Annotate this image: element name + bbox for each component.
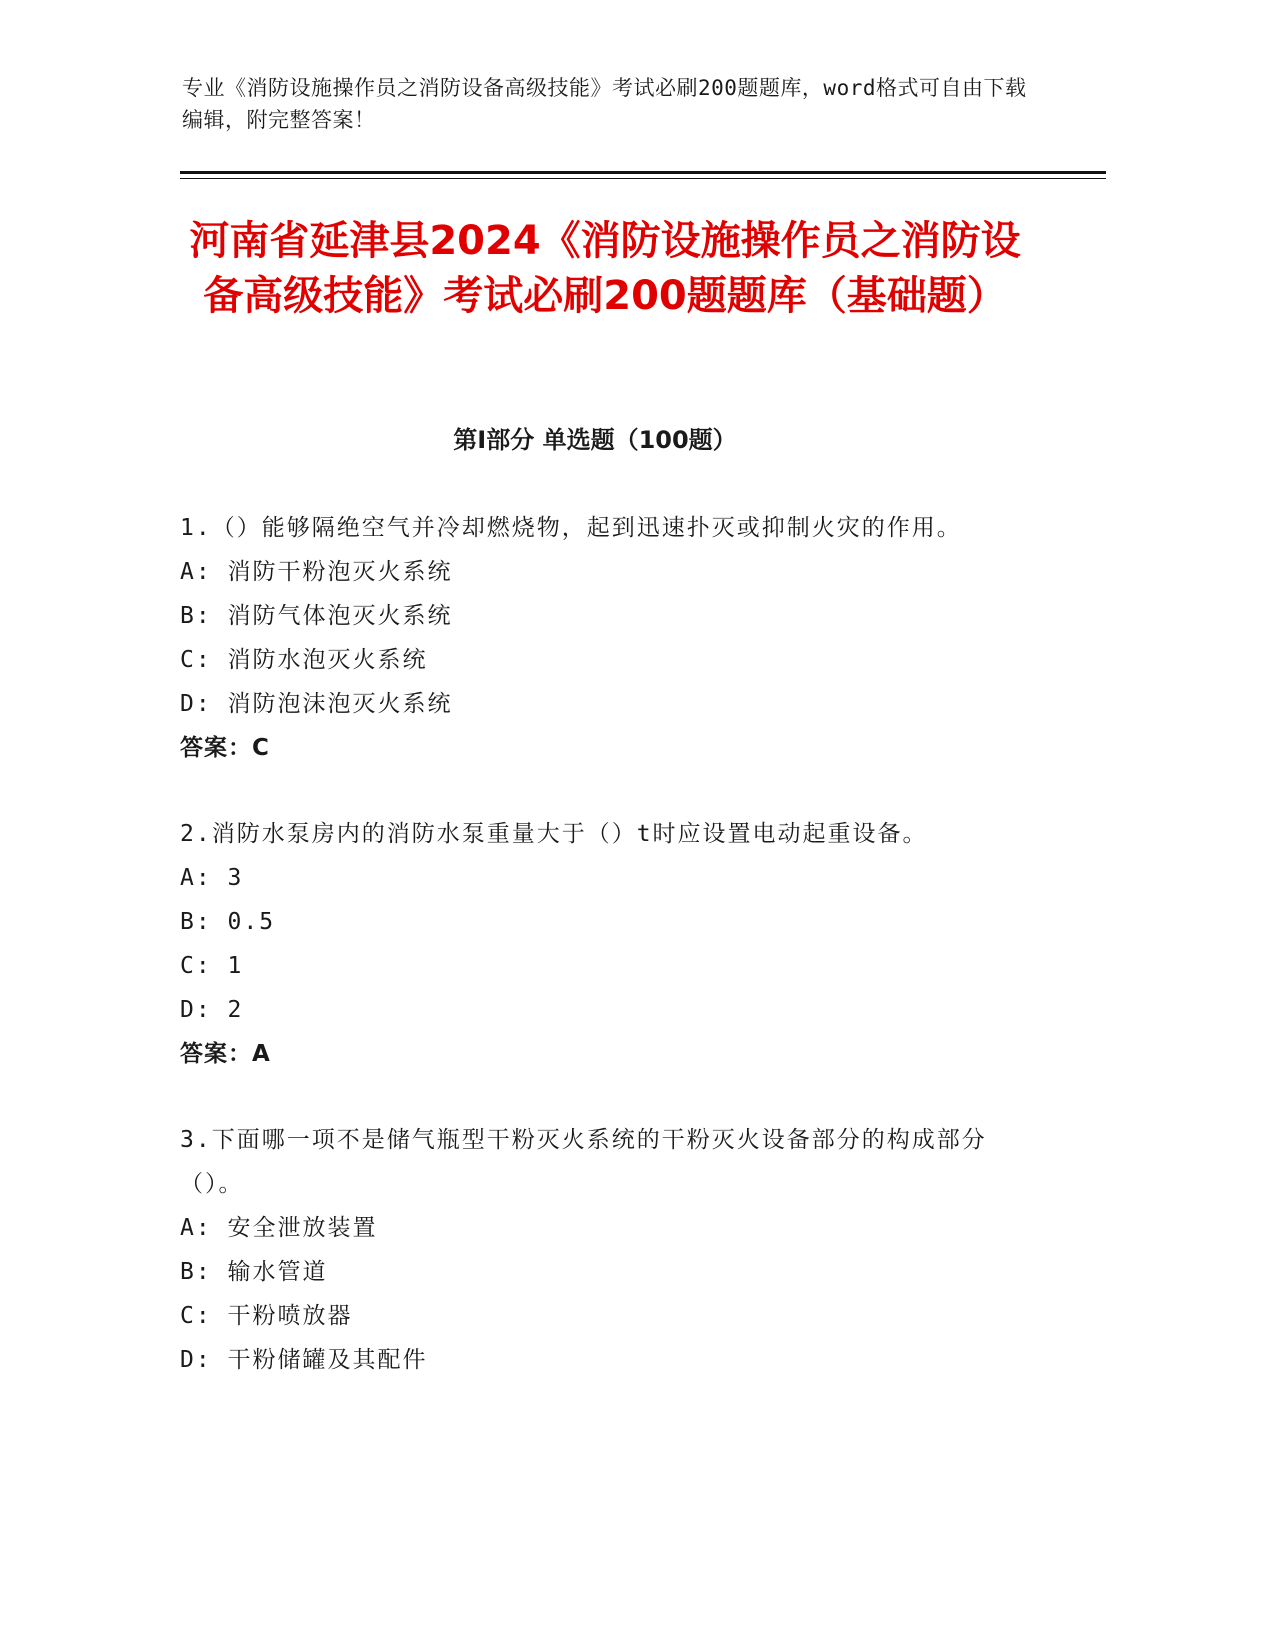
question-text: 1.（）能够隔绝空气并冷却燃烧物，起到迅速扑灭或抑制火灾的作用。 <box>180 515 962 541</box>
option-c: C: 1 <box>180 953 244 979</box>
option-a: A: 3 <box>180 865 244 891</box>
option-d: D: 消防泡沫泡灭火系统 <box>180 691 453 717</box>
option-b: B: 消防气体泡灭火系统 <box>180 603 453 629</box>
question-2 <box>180 812 1020 1076</box>
answer-label: 答案：C <box>180 735 270 761</box>
question-text: 2.消防水泵房内的消防水泵重量大于（）t时应设置电动起重设备。 <box>180 821 928 847</box>
option-b: B: 0.5 <box>180 909 276 935</box>
section-heading: 第I部分 单选题（100题） <box>453 426 737 454</box>
document-title: 河南省延津县2024《消防设施操作员之消防设备高级技能》考试必刷200题题库（基础题） <box>189 218 1021 319</box>
option-c: C: 干粉喷放器 <box>180 1303 353 1329</box>
header-divider-thick <box>180 171 1106 174</box>
header-note: 专业《消防设施操作员之消防设备高级技能》考试必刷200题题库，word格式可自由下载编辑，附完整答案！ <box>182 76 1027 132</box>
option-a: A: 消防干粉泡灭火系统 <box>180 559 453 585</box>
option-b: B: 输水管道 <box>180 1259 328 1285</box>
question-1 <box>180 506 1020 770</box>
question-text: 3.下面哪一项不是储气瓶型干粉灭火系统的干粉灭火设备部分的构成部分（）。 <box>180 1127 987 1197</box>
answer-label: 答案：A <box>180 1041 271 1067</box>
question-list <box>180 506 1020 1424</box>
question-3 <box>180 1118 1020 1382</box>
option-c: C: 消防水泡灭火系统 <box>180 647 428 673</box>
option-d: D: 2 <box>180 997 244 1023</box>
option-a: A: 安全泄放装置 <box>180 1215 378 1241</box>
option-d: D: 干粉储罐及其配件 <box>180 1347 428 1373</box>
header-divider-thin <box>180 178 1106 179</box>
